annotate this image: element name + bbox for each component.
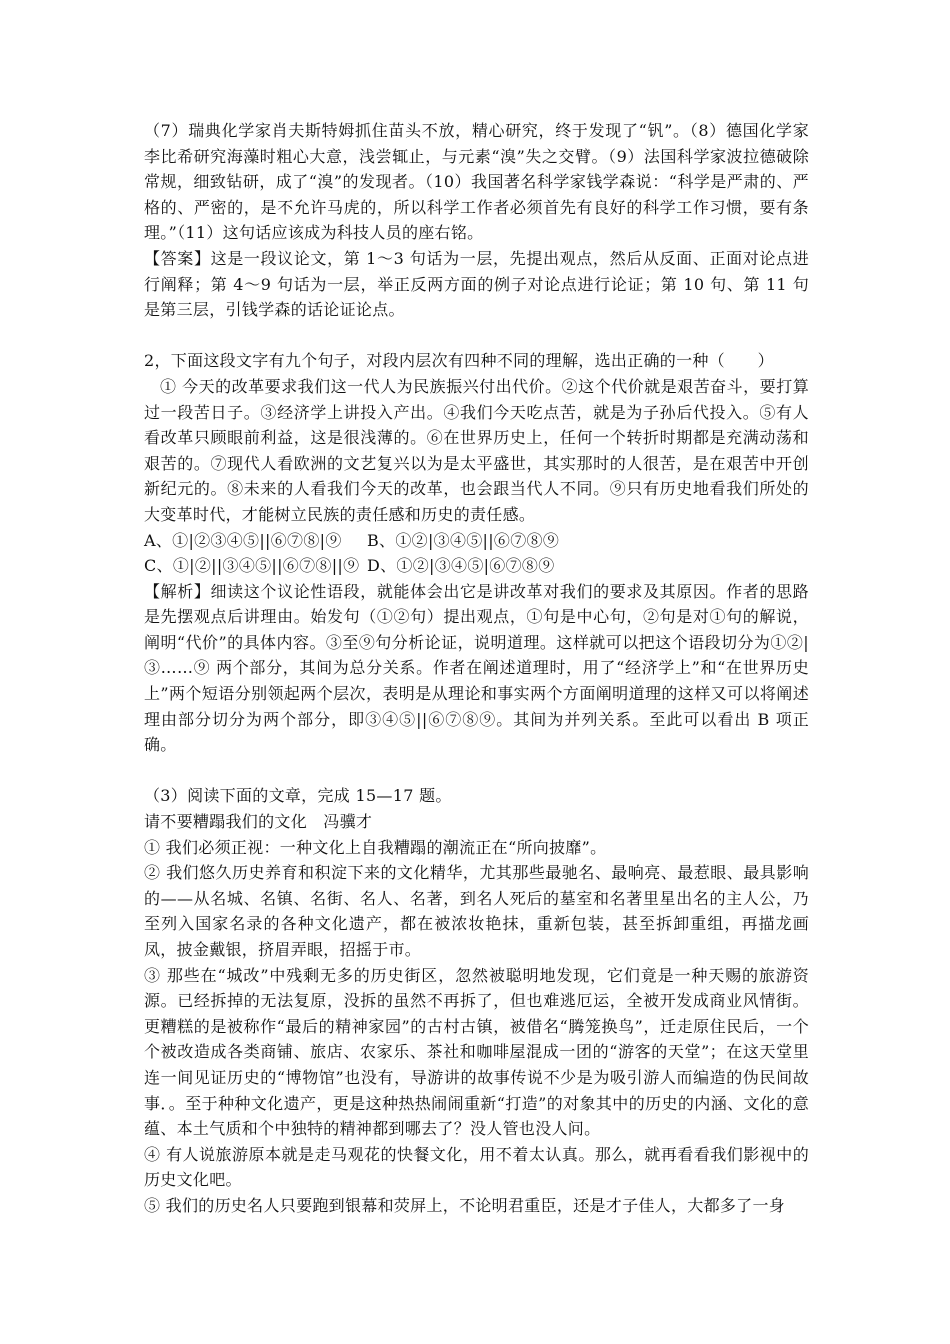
article-para-5: ⑤ 我们的历史名人只要跑到银幕和荧屏上，不论明君重臣，还是才子佳人，大都多了一身 bbox=[144, 1195, 786, 1215]
article-para-4: ④ 有人说旅游原本就是走马观花的快餐文化，用不着太认真。那么，就再看看我们影视中的历史文化吧。 bbox=[144, 1144, 809, 1190]
option-c: C、①|②||③④⑤||⑥⑦⑧||⑨ bbox=[144, 556, 360, 576]
section-3-heading: （3）阅读下面的文章，完成 15—17 题。 bbox=[144, 786, 452, 806]
blank-line bbox=[144, 323, 809, 349]
document-page bbox=[144, 118, 809, 1219]
options-row-cd bbox=[144, 553, 809, 579]
article-para-2: ② 我们悠久历史养育和积淀下来的文化精华，尤其那些最驰名、最响亮、最惹眼、最具影响的——从名城、名镇、名街、名人、名著，到名人死后的墓室和名著里星出名的主人公，乃至列入国家名录的各种文化遗产，都在被浓妆艳抹，重新包装，甚至拆卸重组，再描龙画凤，披金戴银，挤眉弄眼，招摇于市。 bbox=[144, 863, 809, 959]
analysis-paragraph: 【解析】细读这个议论性语段，就能体会出它是讲改革对我们的要求及其原因。作者的思路是先摆观点后讲理由。始发句（①②句）提出观点，①句是中心句，②句是对①句的解说，阐明“代价”的具体内容。③至⑨句分析论证，说明道理。这样就可以把这个语段切分为①②|③……⑨ 两个部分，其间为总分关系。作者在阐述道理时，用了“经济学上”和“在世界历史上”两个短语分别领起两个层次，表明是从理论和事实两个方面阐明道理的这样又可以将阐述理由部分切分为两个部分，即③④⑤||⑥⑦⑧⑨。其间为并列关系。至此可以看出 B 项正确。 bbox=[144, 581, 809, 755]
option-b: B、①②|③④⑤||⑥⑦⑧⑨ bbox=[367, 530, 560, 550]
question-2-passage: ① 今天的改革要求我们这一代人为民族振兴付出代价。②这个代价就是艰苦奋斗，要打算过一段苦日子。③经济学上讲投入产出。④我们今天吃点苦，就是为子孙后代投入。⑤有人看改革只顾眼前利益，这是很浅薄的。⑥在世界历史上，任何一个转折时期都是充满动荡和艰苦的。⑦现代人看欧洲的文艺复兴以为是太平盛世，其实那时的人很苦，是在艰苦中开创新纪元的。⑧未来的人看我们今天的改革，也会跟当代人不同。⑨只有历史地看我们所处的大变革时代，才能树立民族的责任感和历史的责任感。 bbox=[144, 376, 809, 524]
option-a: A、①|②③④⑤||⑥⑦⑧|⑨ bbox=[144, 530, 342, 550]
option-d: D、①②|③④⑤|⑥⑦⑧⑨ bbox=[367, 556, 555, 576]
paragraph-chemists: （7）瑞典化学家肖夫斯特姆抓住苗头不放，精心研究，终于发现了“钒”。（8）德国化学家李比希研究海藻时粗心大意，浅尝辄止，与元素“溴”失之交臂。（9）法国科学家波拉德破除常规，细致钻研，成了“溴”的发现者。（10）我国著名科学家钱学森说：“科学是严肃的、严格的、严密的，是不允许马虎的，所以科学工作者必须首先有良好的科学工作习惯，要有条理。”（11）这句话应该成为科技人员的座右铭。 bbox=[144, 121, 809, 243]
answer-paragraph: 【答案】这是一段议论文，第 1～3 句话为一层，先提出观点，然后从反面、正面对论点进行阐释；第 4～9 句话为一层，举正反两方面的例子对论点进行论证；第 10 句、第 11 句是第三层，引钱学森的话论证论点。 bbox=[144, 248, 809, 320]
article-para-3: ③ 那些在“城改”中残剩无多的历史街区，忽然被聪明地发现，它们竟是一种天赐的旅游资源。已经拆掉的无法复原，没拆的虽然不再拆了，但也难逃厄运，全被开发成商业风情街。更糟糕的是被称作“最后的精神家园”的古村古镇，被借名“腾笼换鸟”，迁走原住民后，一个个被改造成各类商铺、旅店、农家乐、茶社和咖啡屋混成一团的“游客的天堂”；在这天堂里连一间见证历史的“博物馆”也没有，导游讲的故事传说不少是为吸引游人而编造的伪民间故事．。至于种种文化遗产，更是这种热热闹闹重新“打造”的对象其中的历史的内涵、文化的意蕴、本土气质和个中独特的精神都到哪去了？没人管也没人问。 bbox=[144, 965, 809, 1139]
blank-line bbox=[144, 758, 809, 784]
article-para-1: ① 我们必须正视：一种文化上自我糟蹋的潮流正在“所向披靡”。 bbox=[144, 837, 607, 857]
options-row-ab bbox=[144, 528, 809, 554]
article-title: 请不要糟蹋我们的文化 冯骥才 bbox=[144, 812, 373, 832]
question-2: 2，下面这段文字有九个句子，对段内层次有四种不同的理解，选出正确的一种（ ） bbox=[144, 351, 774, 371]
